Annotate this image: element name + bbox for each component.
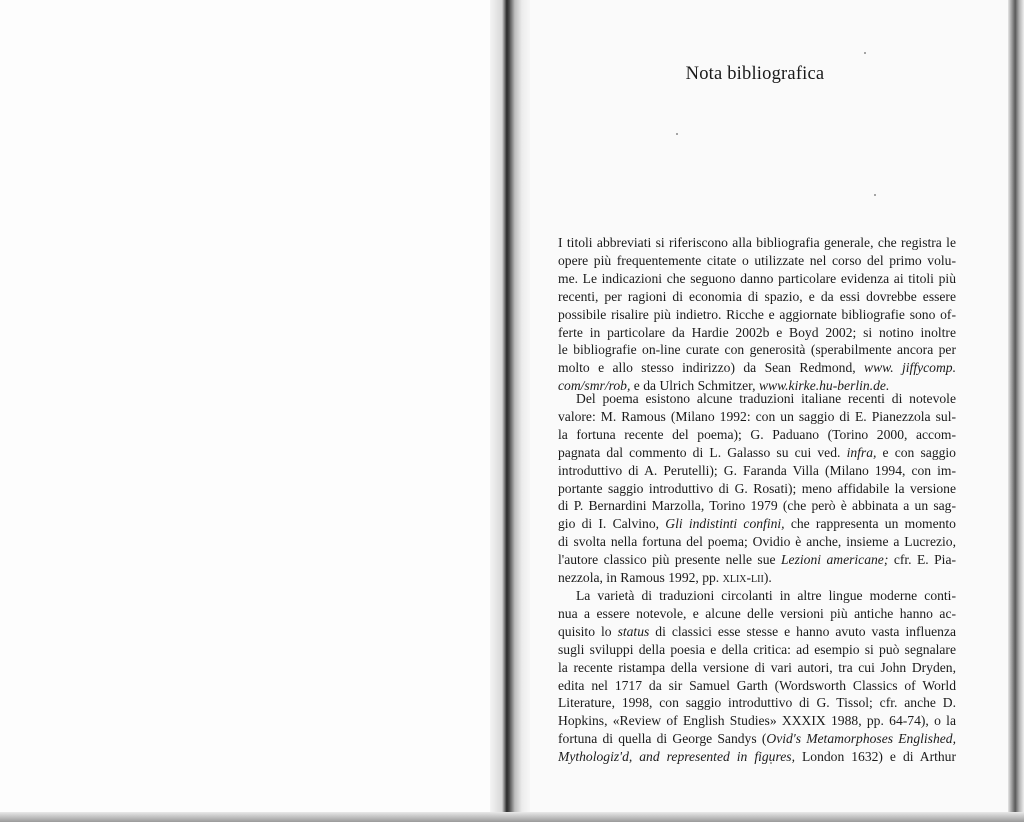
italic-fragment: Lezioni americane; (781, 552, 889, 568)
text-fragment: gio di I. Calvino, (558, 516, 660, 532)
text-fragment: l'autore classico più presente nelle sue (558, 552, 776, 568)
text-line (558, 623, 956, 641)
paper-speck (676, 133, 678, 135)
redmond-url: www. jiffycomp. (864, 360, 956, 376)
text-line (558, 444, 956, 462)
paper-speck (864, 52, 866, 54)
page-title: Nota bibliografica (685, 64, 825, 84)
text-line (558, 569, 956, 587)
text-fragment: fortuna di quella di George Sandys ( (558, 731, 767, 747)
text-line: di svolta nella fortuna del poema; Ovidio è anche, insieme a Lucrezio, (558, 534, 956, 550)
text-fragment: di classici esse stesse e hanno avuto vasta influenza (655, 623, 956, 639)
text-fragment: cfr. E. Pia- (893, 552, 956, 568)
text-line: I titoli abbreviati si riferiscono alla bibliografia generale, che registra le (558, 235, 956, 250)
text-line (558, 551, 956, 569)
text-line: recenti, per ragioni di economia di spazio, e da essi dovrebbe essere (558, 288, 956, 304)
italic-fragment: status (617, 623, 650, 639)
paper-speck (874, 194, 876, 196)
text-line: nua a essere notevole, e alcune delle versioni più antiche hanno ac- (558, 605, 956, 621)
text-line: portante saggio introduttivo di G. Rosati); meno affidabile la versione (558, 480, 956, 496)
left-page-blank (0, 0, 500, 822)
roman-numerals: xlix-lii (722, 570, 764, 586)
text-line: Literature, 1998, con saggio introduttivo di G. Tissol; cfr. anche D. (558, 695, 956, 711)
text-fragment: molto e allo stesso indirizzo) da Sean Redmond, (558, 360, 856, 376)
text-line: le bibliografie on-line curate con generosità (sperabilmente ancora per (558, 342, 956, 358)
text-line: me. Le indicazioni che seguono danno particolare evidenza ai titoli più (558, 270, 956, 286)
text-line: la recente ristampa della versione di vari autori, tra cui John Dryden, (558, 659, 956, 675)
text-line (558, 515, 956, 533)
text-fragment: quisito lo (558, 623, 612, 639)
text-line: di P. Bernardini Marzolla, Torino 1979 (che però è abbinata a un sag- (558, 498, 956, 514)
text-line: possibile risalire più indietro. Ricche e aggiornate bibliografie sono of- (558, 306, 956, 322)
text-fragment: e da Ulrich Schmitzer, (633, 378, 756, 394)
text-line: La varietà di traduzioni circolanti in altre lingue moderne conti- (576, 587, 956, 603)
italic-fragment: Mythologiz'd, and represented in figures, (558, 749, 795, 765)
page-edge-bottom (0, 812, 1024, 822)
book-gutter (490, 0, 530, 822)
page-edge-right (1008, 0, 1024, 822)
text-line (558, 359, 956, 377)
text-line: sugli sviluppi della poesia e della critica: ad esempio si può segnalare (558, 641, 956, 657)
text-line (558, 730, 956, 748)
translations-section (558, 390, 956, 766)
text-line: Del poema esistono alcune traduzioni italiane recenti di notevole (576, 391, 956, 406)
italic-fragment: Gli indistinti confini, (665, 516, 785, 532)
text-line: la fortuna recente del poema); G. Paduano (Torino 2000, accom- (558, 426, 956, 442)
italic-fragment: infra, (846, 444, 877, 460)
text-fragment: pagnata dal commento di L. Galasso su cui ved. (558, 444, 841, 460)
text-line (558, 748, 956, 766)
text-fragment: nezzola, in Ramous 1992, pp. (558, 570, 720, 586)
text-line: ferte in particolare da Hardie 2002b e Boyd 2002; si notino inoltre (558, 324, 956, 340)
redmond-url-cont: com/smr/rob, (558, 378, 631, 394)
text-fragment: e con saggio (882, 444, 956, 460)
text-line: introduttivo di A. Perutelli); G. Faranda Villa (Milano 1994, con im- (558, 462, 956, 478)
text-line: Hopkins, «Review of English Studies» XXXIX 1988, pp. 64-74), o la (558, 713, 956, 729)
italic-fragment: Ovid's Metamorphoses Englished, (766, 731, 956, 747)
text-line: valore: M. Ramous (Milano 1992: con un saggio di E. Pianezzola sul- (558, 408, 956, 424)
text-line: edita nel 1717 da sir Samuel Garth (Wordsworth Classics of World (558, 677, 956, 693)
intro-paragraph (558, 234, 956, 395)
text-fragment: London 1632) e di Arthur (801, 749, 956, 765)
text-fragment: ). (763, 570, 772, 586)
text-line: opere più frequentemente citate o utilizzate nel corso del primo volu- (558, 252, 956, 268)
text-fragment: che rappresenta un momento (790, 516, 956, 532)
schmitzer-url: www.kirke.hu-berlin.de. (758, 378, 890, 394)
